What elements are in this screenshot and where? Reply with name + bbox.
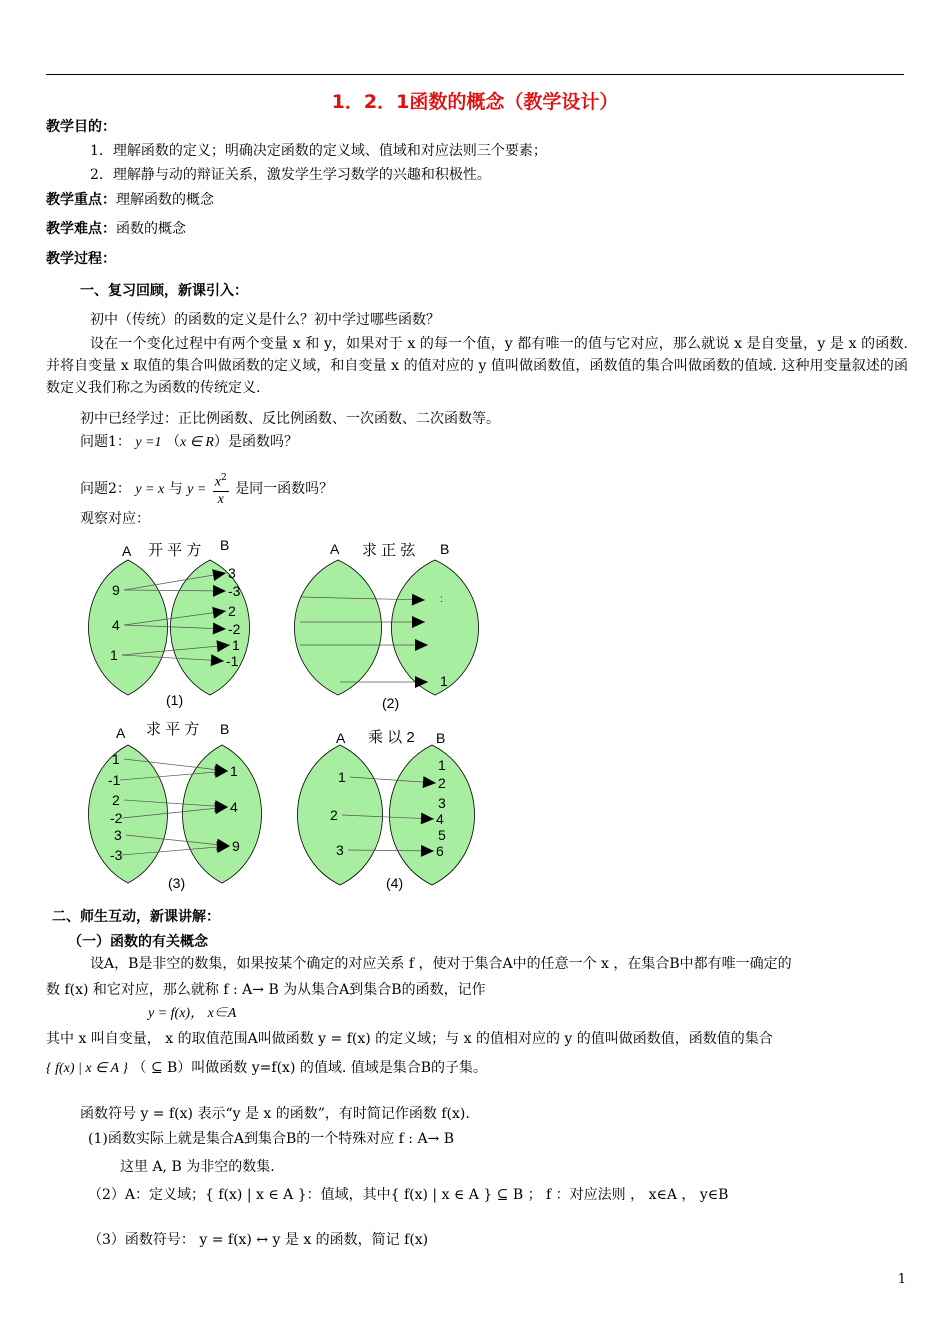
section1-question: 初中（传统）的函数的定义是什么？初中学过哪些函数？ (90, 312, 440, 328)
range-set: { f(x) | x ∈ A } (46, 1061, 128, 1076)
diagram-1-a-value: 1 (110, 647, 118, 663)
diagram-1-rule: 开 平 方 (148, 542, 202, 559)
diagram-4-set-b-shape (389, 745, 474, 885)
diagram-3-a-value: 1 (112, 751, 120, 767)
diagram-4-rule: 乘 以 2 (368, 729, 415, 746)
diagram-3-b-value: 9 (232, 838, 240, 854)
observe-label: 观察对应： (80, 511, 150, 527)
diagram-1-b-value: 3 (228, 565, 236, 581)
objective-item-2: 2．理解静与动的辩证关系，激发学生学习数学的兴趣和积极性。 (90, 167, 491, 183)
diagram-2-set-b-shape (391, 560, 478, 695)
section1-learned: 初中已经学过：正比例函数、反比例函数、一次函数、二次函数等。 (80, 411, 500, 427)
q2-formula-2: y = (187, 481, 207, 497)
section2-sub1: （一）函数的有关概念 (68, 934, 208, 950)
diagram-3-a-value: 3 (114, 827, 122, 843)
diagram-2-set-a-label: A (330, 541, 340, 557)
q2-num-var: x (214, 474, 221, 490)
definition-line-3: 其中 x 叫自变量， x 的取值范围A叫做函数 y = f(x) 的定义域；与 x 的值相对应的 y 的值叫做函数值，函数值的集合 (46, 1031, 773, 1047)
diagram-1-a-value: 4 (112, 617, 120, 633)
diagram-2-caption: (2) (382, 695, 400, 711)
diagram-1-caption: (1) (166, 692, 184, 708)
diagram-3-b-value: 1 (230, 763, 238, 779)
item-2: （2）A：定义域；{ f(x) | x ∈ A }：值域，其中{ f(x) | x ∈ A } ⊆ B ； f ：对应法则 ， x∈A ， y∈B (88, 1187, 729, 1203)
diagram-4-b-value: 2 (438, 775, 446, 791)
diagram-3-set-a-label: A (116, 725, 126, 741)
diagram-4-a-value: 3 (336, 842, 344, 858)
diagram-4-b-value: 4 (436, 811, 444, 827)
diagram-2-set-b-label: B (440, 541, 450, 557)
diagram-3-a-value: -1 (108, 772, 121, 788)
range-description: （ ⊆ B）叫做函数 y=f(x) 的值域. 值域是集合B的子集。 (132, 1060, 488, 1076)
diagram-2-b-value: 1 (440, 673, 448, 689)
q2-num-exp: 2 (221, 473, 227, 483)
diagram-4-caption: (4) (386, 875, 404, 891)
key-point-label: 教学重点： (46, 192, 116, 208)
diagram-3-a-value: -3 (110, 847, 123, 863)
item-1b: 这里 A, B 为非空的数集. (120, 1159, 275, 1175)
diagram-4-set-b-label: B (436, 730, 446, 746)
difficulty-label: 教学难点： (46, 221, 116, 237)
diagram-1-set-a-shape (89, 560, 168, 695)
q2-mid: 与 (168, 480, 183, 497)
q1-suffix: ）是函数吗？ (213, 434, 298, 450)
key-point-text: 理解函数的概念 (116, 192, 214, 208)
diagram-1-b-value: -2 (228, 621, 241, 637)
diagram-1-a-value: 9 (112, 582, 120, 598)
diagram-1-b-value: -3 (228, 583, 241, 599)
diagram-4-b-value: 1 (438, 757, 446, 773)
diagram-3-set-b-label: B (220, 721, 230, 737)
diagram-4-set-a-shape (297, 745, 382, 885)
q1-prefix: 问题1： (80, 434, 131, 450)
diagram-1-b-value: -1 (226, 653, 239, 669)
diagram-3-rule: 求 平 方 (146, 721, 200, 738)
diagram-1-set-a-label: A (122, 543, 132, 559)
diagram-3-set-a-shape (89, 745, 168, 883)
section2-heading: 二、师生互动，新课讲解： (52, 909, 220, 925)
diagram-2-rule: 求 正 弦 (362, 542, 416, 559)
page-number: 1 (897, 1272, 906, 1287)
diagram-1-b-value: 2 (228, 603, 236, 619)
objective-item-1: 1．理解函数的定义；明确决定函数的定义域、值域和对应法则三个要素； (90, 143, 547, 159)
q2-formula-1: y = x (135, 481, 165, 497)
diagram-3-a-value: -2 (110, 810, 123, 826)
diagram-4-a-value: 1 (338, 769, 346, 785)
diagram-1-b-value: 1 (232, 637, 240, 653)
function-notation: y = f(x)， x∈A (148, 1006, 237, 1021)
page-title: 1．2．1函数的概念（教学设计） (331, 91, 619, 113)
q2-suffix: 是同一函数吗？ (235, 480, 334, 497)
item-1: (1)函数实际上就是集合A到集合B的一个特殊对应 f : A→ B (88, 1131, 455, 1147)
symbol-line: 函数符号 y = f(x) 表示“y 是 x 的函数”，有时简记作函数 f(x). (80, 1106, 470, 1122)
objectives-heading: 教学目的： (46, 119, 116, 135)
diagram-4-b-value: 6 (436, 843, 444, 859)
diagram-4-b-value: 3 (438, 795, 446, 811)
q1-domain: x ∈ R (180, 435, 214, 450)
q2-fraction-denominator: x (217, 491, 224, 507)
diagram-3-b-value: 4 (230, 799, 238, 815)
diagram-3-set-b-shape (183, 745, 262, 883)
diagram-3-caption: (3) (168, 875, 186, 891)
difficulty-text: 函数的概念 (116, 221, 186, 237)
section1-paragraph: 设在一个变化过程中有两个变量 x 和 y，如果对于 x 的每一个值，y 都有唯一的值与它对应，那么就说 x 是自变量，y 是 x 的函数. 并将自变量 x 取值的集合叫做函数的定义域，和自变量 x 的值对应的 y 值叫做函数值，函数值的集合叫做函数的值域. 这种用变量叙述的函数定义我们称之为函数的传统定义. (46, 336, 908, 396)
diagram-2-set-a-shape (294, 560, 381, 695)
item-3: （3）函数符号： y = f(x) ↔ y 是 x 的函数，简记 f(x) (88, 1232, 429, 1248)
diagram-1-set-b-label: B (220, 537, 230, 553)
q1-formula: y =1 (135, 435, 162, 450)
q2-prefix: 问题2： (80, 480, 131, 497)
definition-line-2: 数 f(x) 和它对应，那么就称 f : A→ B 为从集合A到集合B的函数，记作 (46, 982, 486, 998)
definition-line-4 (46, 1059, 487, 1078)
section1-heading: 一、复习回顾，新课引入： (80, 283, 248, 299)
process-label: 教学过程： (46, 251, 116, 267)
diagram-4-a-value: 2 (330, 807, 338, 823)
diagram-2-b-value: : (440, 594, 443, 605)
diagram-4-b-value: 5 (438, 827, 446, 843)
diagram-4-set-a-label: A (336, 730, 346, 746)
q1-paren: （ (166, 434, 180, 450)
diagram-3-a-value: 2 (112, 792, 120, 808)
definition-line-1: 设A，B是非空的数集，如果按某个确定的对应关系 f ，使对于集合A中的任意一个 x ，在集合B中都有唯一确定的 (90, 956, 792, 972)
